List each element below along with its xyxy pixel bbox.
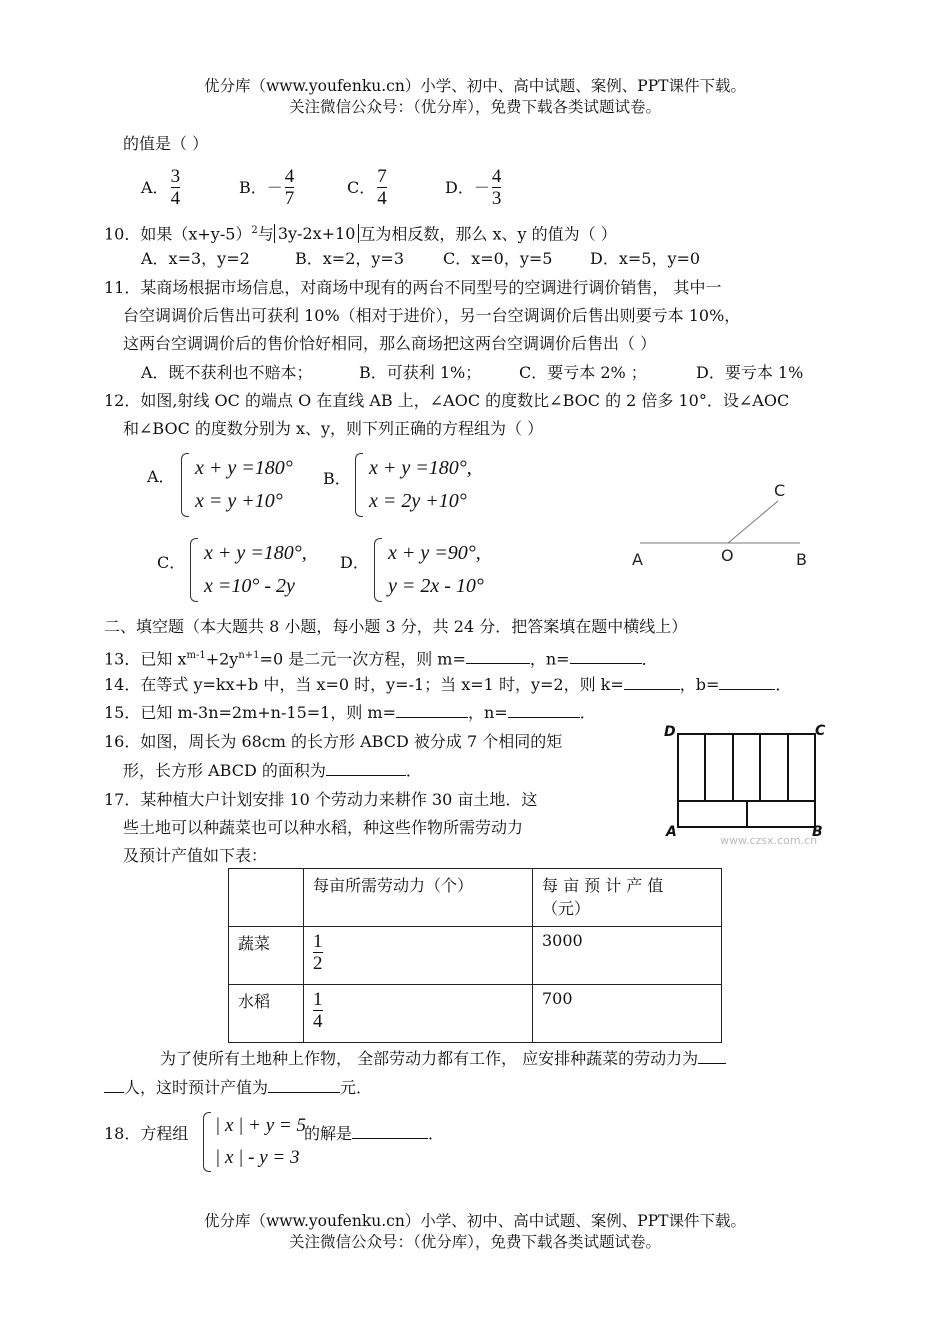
q17-after-text: 为了使所有土地种上作物， 全部劳动力都有工作， 应安排种蔬菜的劳动力为: [160, 1049, 699, 1068]
q11-line-3: 这两台空调调价后的售价恰好相同，那么商场把这两台空调调价后售出（ ）: [123, 334, 657, 353]
table-row: [229, 985, 722, 1043]
q17-line-3: 及预计产值如下表：: [123, 846, 268, 865]
q9-option-c: [347, 166, 445, 209]
brace: [203, 1112, 211, 1172]
footer-line-1: 优分库（www.youfenku.cn）小学、初中、高中试题、案例、PPT课件下载。: [203, 1212, 747, 1230]
option-label: A．: [141, 177, 169, 197]
equation-1: x + y =180°: [195, 457, 293, 479]
q12-option-c-system: [190, 538, 307, 602]
q17-after-line-1: [160, 1048, 726, 1070]
q10-option-b: B．x=2，y=3: [295, 249, 404, 268]
q14-text-c: ．: [775, 675, 792, 694]
q11-line-2: 台空调调价后售出可获利 10%（相对于进价），另一台空调调价后售出则要亏本 10%，: [123, 306, 741, 325]
q13-blank-n[interactable]: [570, 648, 642, 664]
equation-2: x = y +10°: [195, 490, 283, 512]
fraction: [377, 166, 387, 209]
label-c: C: [774, 481, 786, 500]
option-label: B．: [239, 177, 267, 197]
header-value-line-2: （元）: [542, 899, 591, 918]
header-cell-empty: [229, 869, 304, 927]
q9-option-b: [239, 166, 347, 209]
header-cell-labor: 每亩所需劳动力（个）: [304, 869, 533, 927]
denominator: 3: [491, 188, 502, 209]
q10-stem: [104, 220, 617, 245]
q13-text-e: ．: [641, 649, 658, 669]
watermark: www.czsx.com.cn: [720, 834, 818, 847]
q13-text-b: +2y: [205, 649, 239, 669]
q15: [104, 702, 596, 724]
equation-2: x = 2y +10°: [369, 490, 467, 512]
fraction: [313, 989, 323, 1032]
q18-prefix: 18．方程组: [104, 1124, 189, 1143]
q18-system: [203, 1112, 306, 1172]
q11-line-1: 11．某商场根据市场信息，对商场中现有的两台不同型号的空调进行调价销售， 其中一: [104, 278, 722, 297]
q12-line-2: 和∠BOC 的度数分别为 x、y，则下列正确的方程组为（ ）: [123, 419, 544, 438]
footer-line-2: 关注微信公众号：（优分库），免费下载各类试题试卷。: [288, 1233, 661, 1251]
denominator: 4: [313, 1011, 323, 1032]
q10-option-d: D．x=5，y=0: [590, 249, 701, 268]
q12-option-c-label: C．: [157, 553, 186, 572]
row-value: 3000: [533, 927, 722, 985]
q15-text-b: ，n=: [468, 703, 508, 722]
label-a: A: [666, 824, 677, 840]
equation-2: y = 2x - 10°: [388, 575, 484, 597]
fraction: [285, 166, 295, 209]
equation-1: x + y =180°,: [369, 457, 472, 479]
q14-blank-k[interactable]: [624, 674, 680, 690]
q15-text-c: ．: [579, 703, 596, 722]
q17-after-line-2: [104, 1077, 372, 1099]
numerator: 1: [313, 931, 323, 952]
q10-option-a: A．x=3，y=2: [141, 249, 250, 268]
option-sign: －: [266, 177, 283, 197]
label-d: D: [664, 724, 676, 740]
q11-option-d: D．要亏本 1%: [696, 363, 804, 382]
q17-line-1: 17．某种植大户计划安排 10 个劳动力来耕作 30 亩土地．这: [104, 790, 538, 809]
q12-option-a-system: [181, 453, 293, 517]
label-b: B: [812, 824, 823, 840]
q15-text-a: 15．已知 m-3n=2m+n-15=1，则 m=: [104, 703, 396, 722]
q11-option-c: C．要亏本 2% ；: [519, 363, 647, 382]
q11-option-b: B．可获利 1%；: [359, 363, 482, 382]
q16-rectangle-diagram: [660, 720, 840, 850]
denominator: 4: [170, 188, 181, 209]
q9-tail: 的值是（ ）: [123, 134, 209, 153]
q12-ray-diagram: [620, 474, 820, 574]
q14-text-a: 14．在等式 y=kx+b 中，当 x=0 时，y=-1；当 x=1 时，y=2，则 k=: [104, 675, 624, 694]
q13-text-a: 13．已知 x: [104, 649, 187, 669]
q13-exp-2: n+1: [238, 650, 260, 661]
ray-oc: [728, 501, 778, 543]
equation-1: | x | + y = 5: [215, 1115, 306, 1136]
equation-2: | x | - y = 3: [215, 1147, 300, 1168]
q14: [104, 674, 791, 696]
q17-after-text-a: 人，这时预计产值为: [124, 1078, 269, 1097]
q17-blank-value[interactable]: [268, 1077, 340, 1093]
label-c: C: [815, 723, 826, 739]
row-labor: [304, 927, 533, 985]
q12-line-1: 12．如图,射线 OC 的端点 O 在直线 AB 上，∠AOC 的度数比∠BOC 的 2 倍多 10°．设∠AOC: [104, 391, 790, 410]
q13-exp-1: m-1: [186, 650, 206, 661]
q13-text-c: =0 是二元一次方程，则 m=: [259, 649, 466, 669]
label-o: O: [721, 546, 734, 565]
denominator: 4: [377, 188, 387, 209]
q15-blank-m[interactable]: [396, 702, 468, 718]
q18-suffix: [304, 1123, 444, 1145]
brace: [355, 453, 363, 517]
row-name: 水稻: [229, 985, 304, 1043]
equation-1: x + y =180°,: [204, 542, 307, 564]
option-sign: －: [473, 177, 490, 197]
q17-blank-labor-part2[interactable]: [104, 1077, 124, 1093]
q18-text: 的解是: [304, 1124, 353, 1143]
q10-exponent: 2: [251, 225, 258, 236]
q11-option-a: A．既不获利也不赔本；: [141, 363, 313, 382]
q16-line-1: 16．如图，周长为 68cm 的长方形 ABCD 被分成 7 个相同的矩: [104, 732, 563, 751]
q10-prefix: 10．如果（x+y-5）: [104, 224, 252, 244]
q17-after-text-b: 元．: [340, 1078, 373, 1097]
q18-blank-solution[interactable]: [352, 1123, 428, 1139]
q9-option-a: [141, 166, 239, 209]
q15-blank-n[interactable]: [508, 702, 580, 718]
q16-text-b: ．: [405, 761, 422, 780]
equation-1: x + y =90°,: [388, 542, 481, 564]
numerator: 4: [284, 166, 295, 187]
q12-option-d-system: [374, 538, 484, 602]
numerator: 3: [170, 166, 181, 187]
q10-abs-expr: 3y-2x+10: [277, 224, 356, 244]
header-cell-value: [533, 869, 722, 927]
numerator: 1: [313, 989, 323, 1010]
q17-line-2: 些土地可以种蔬菜也可以种水稻，种这些作物所需劳动力: [123, 818, 524, 837]
label-a: A: [632, 550, 643, 569]
q16-text-a: 形，长方形 ABCD 的面积为: [123, 761, 326, 780]
q14-text-b: ，b=: [679, 675, 720, 694]
q12-option-b-system: [355, 453, 472, 517]
q12-option-a-label: A．: [147, 467, 175, 486]
q16-blank-area[interactable]: [326, 760, 406, 776]
fraction: [313, 931, 323, 974]
q14-blank-b[interactable]: [719, 674, 775, 690]
q13: [104, 645, 658, 670]
q10-option-c: C．x=0，y=5: [443, 249, 553, 268]
q10-absolute-value: [274, 224, 360, 243]
q10-mid: 与: [257, 224, 274, 244]
option-label: C．: [347, 177, 376, 197]
q17-blank-labor-part1[interactable]: [698, 1048, 726, 1064]
q10-suffix: 互为相反数，那么 x、y 的值为（ ）: [359, 224, 617, 244]
q17-table: [228, 868, 722, 1043]
row-labor: [304, 985, 533, 1043]
header-value-line-1: 每 亩 预 计 产 值: [542, 876, 664, 895]
brace: [190, 538, 198, 602]
table-header-row: [229, 869, 722, 927]
q16-line-2: [123, 760, 422, 782]
denominator: 7: [284, 188, 295, 209]
row-value: 700: [533, 985, 722, 1043]
header-line-1: 优分库（www.youfenku.cn）小学、初中、高中试题、案例、PPT课件下载。: [203, 77, 747, 95]
fraction: [492, 166, 502, 209]
fraction: [171, 166, 181, 209]
q9-option-d: [445, 166, 503, 209]
q13-blank-m[interactable]: [466, 648, 530, 664]
table-row: [229, 927, 722, 985]
brace: [374, 538, 382, 602]
q12-option-b-label: B．: [323, 469, 351, 488]
q18-end: ．: [428, 1124, 445, 1143]
q12-option-d-label: D．: [340, 553, 369, 572]
row-name: 蔬菜: [229, 927, 304, 985]
numerator: 4: [491, 166, 502, 187]
equation-2: x =10° - 2y: [204, 575, 295, 597]
q13-text-d: ，n=: [529, 649, 570, 669]
section-2-heading: 二、填空题（本大题共 8 小题，每小题 3 分，共 24 分．把答案填在题中横线上）: [104, 617, 688, 636]
denominator: 2: [313, 953, 323, 974]
q9-options: [141, 166, 503, 209]
label-b: B: [796, 550, 807, 569]
numerator: 7: [377, 166, 387, 187]
header-line-2: 关注微信公众号：（优分库），免费下载各类试题试卷。: [288, 98, 661, 116]
option-label: D．: [445, 177, 474, 197]
brace: [181, 453, 189, 517]
